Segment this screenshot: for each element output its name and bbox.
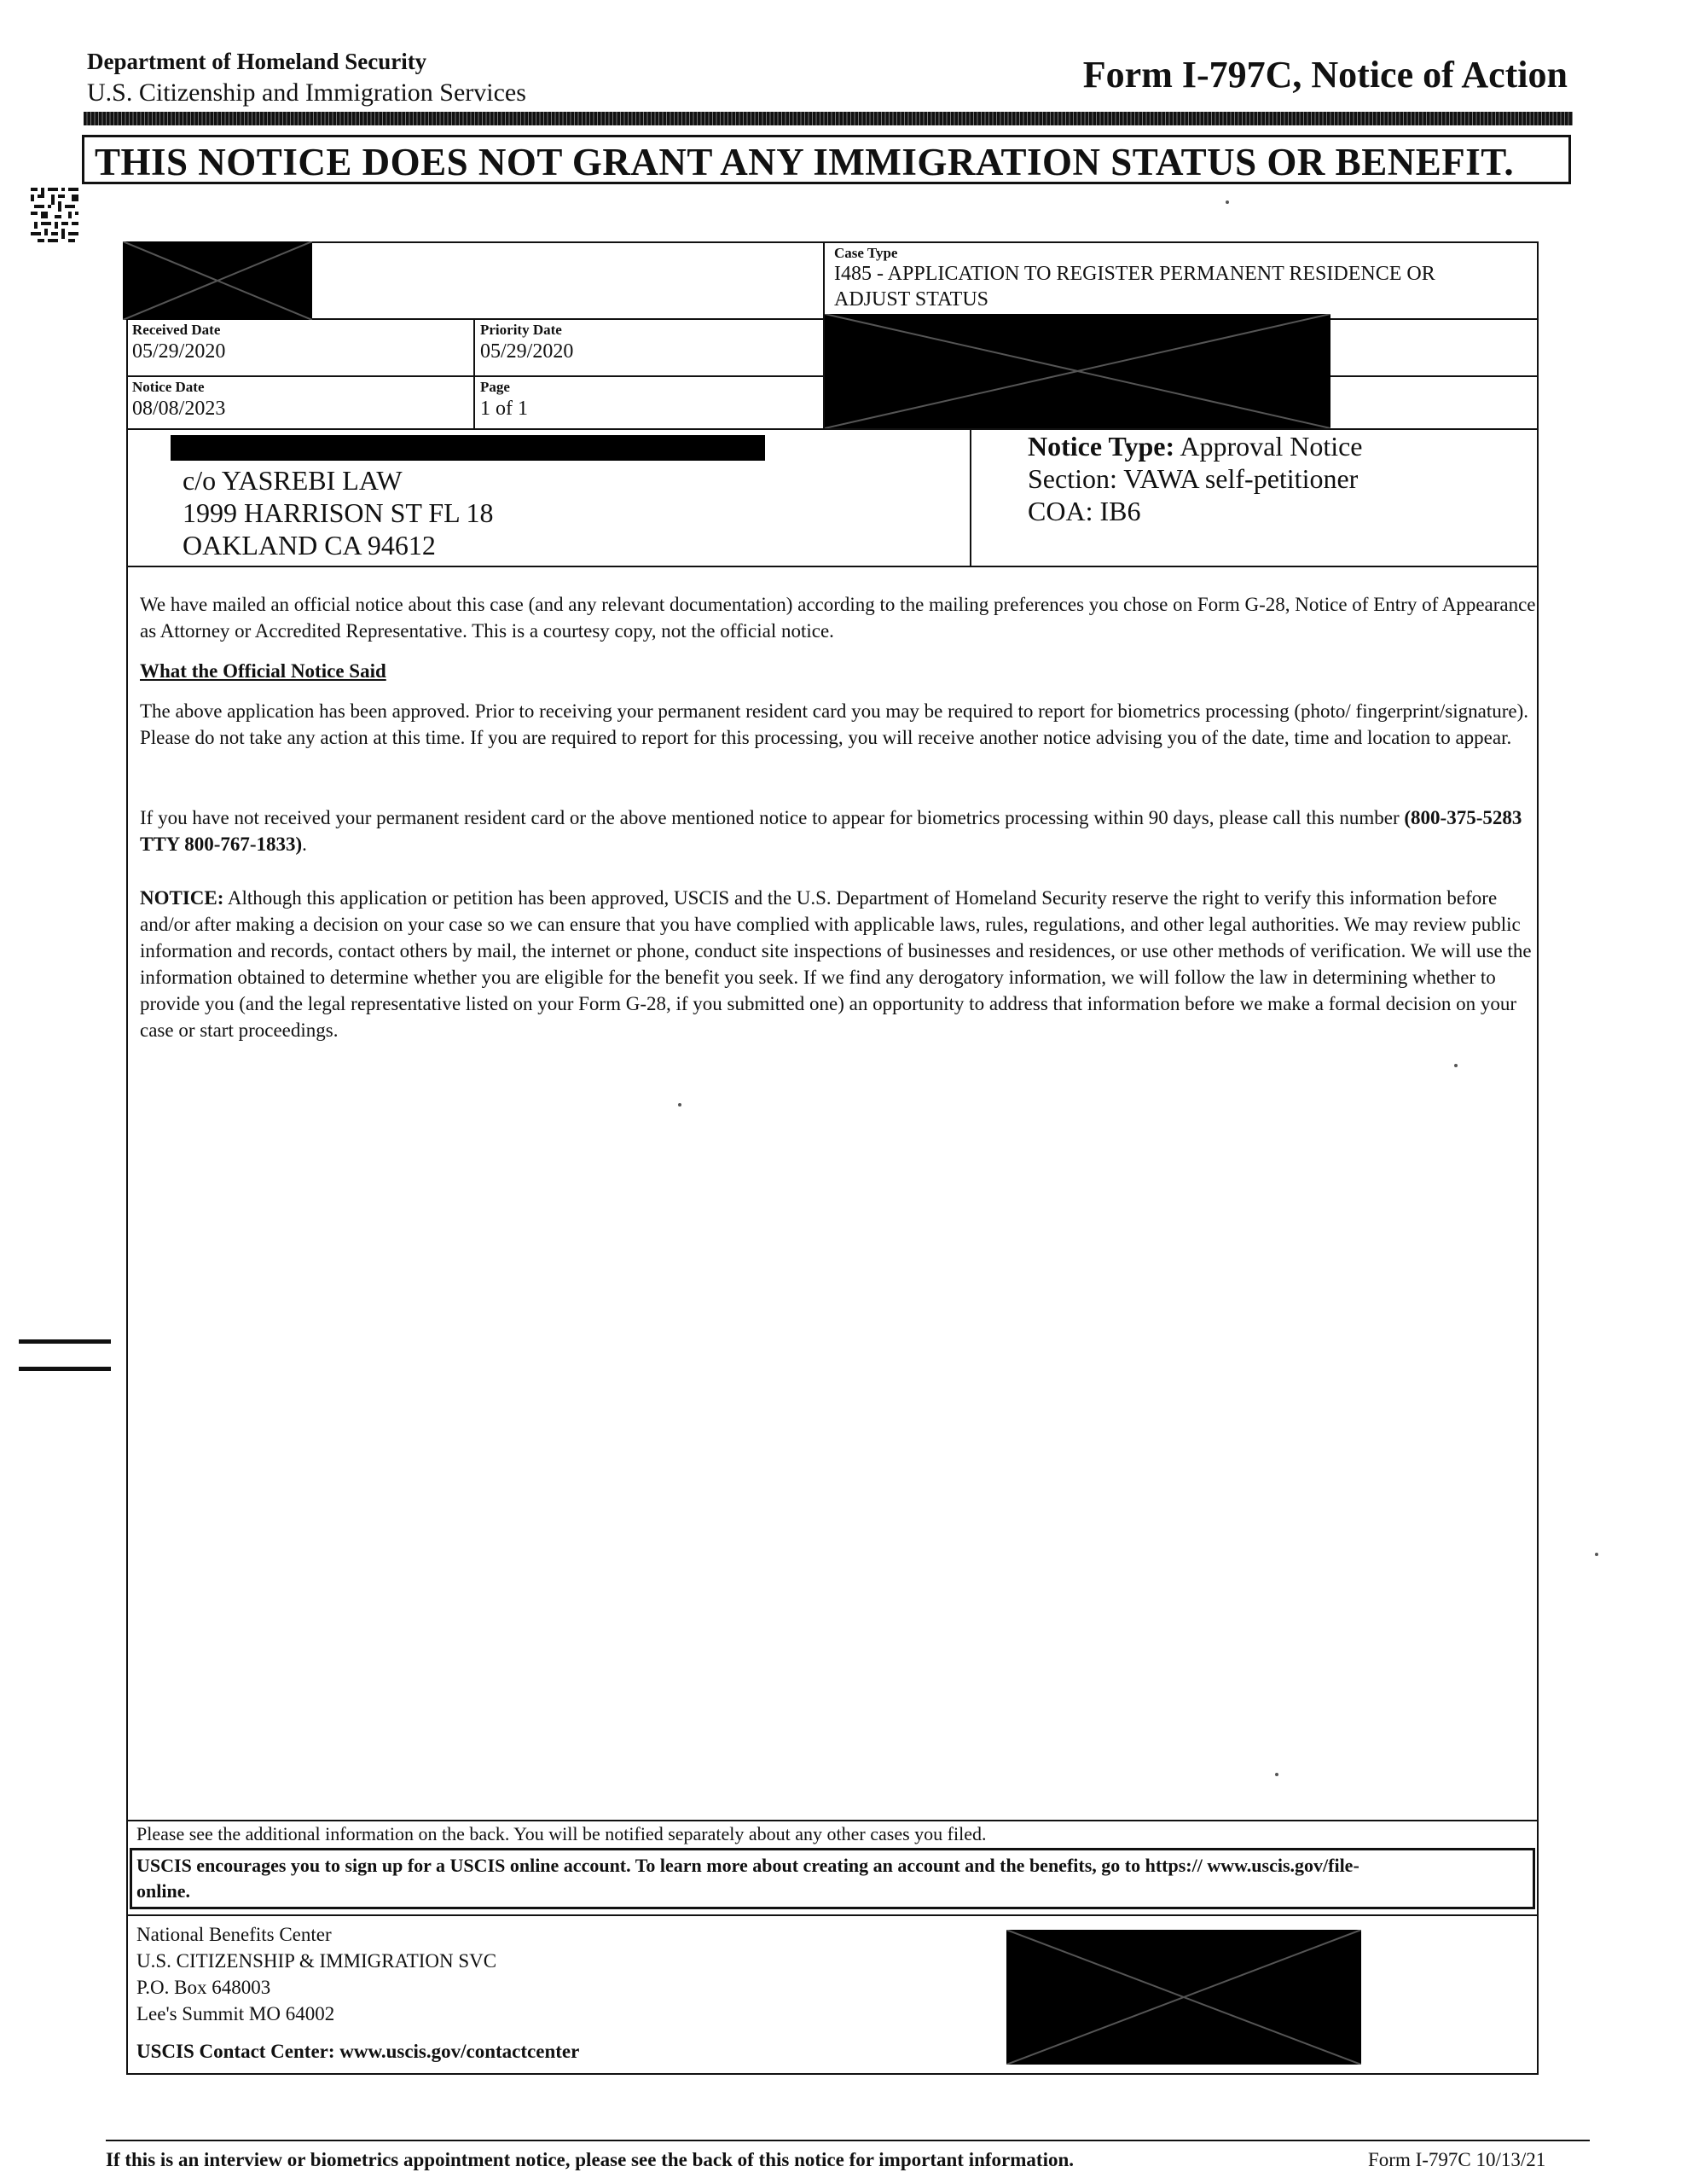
center-name: National Benefits Center [136, 1924, 332, 1945]
online-account-note: USCIS encourages you to sign up for a USCIS online account. To learn more about creating an account and the benefits, go to https:// www.uscis.gov/file-online. [136, 1855, 1359, 1902]
biometrics-paragraph [140, 804, 1539, 857]
notice-coa: COA: IB6 [1028, 496, 1141, 526]
official-notice-heading: What the Official Notice Said [140, 660, 386, 682]
scan-mark [19, 1367, 111, 1371]
contact-center-line: USCIS Contact Center: www.uscis.gov/contactcenter [136, 2041, 580, 2062]
agency-name: U.S. Citizenship and Immigration Services [87, 78, 526, 107]
redacted-applicant-info [825, 314, 1330, 428]
received-date: 05/29/2020 [132, 340, 226, 363]
notice-section: Section: VAWA self-petitioner [1028, 463, 1359, 494]
grid-line [473, 318, 475, 428]
redacted-barcode [1006, 1930, 1361, 2065]
verification-notice-paragraph [140, 885, 1539, 1043]
header-band [84, 112, 1573, 125]
appointment-note: If this is an interview or biometrics appointment notice, please see the back of this notice for important information. [106, 2149, 1074, 2170]
scan-mark [19, 1339, 111, 1344]
address-line2: 1999 HARRISON ST FL 18 [183, 497, 494, 528]
intro-paragraph: We have mailed an official notice about this case (and any relevant documentation) according to the mailing preferences you chose on Form G-28, Notice of Entry of Appearance as Attorney or Accredited Representative. This is a courtesy copy, not the official notice. [140, 594, 1536, 642]
notice-text: Although this application or petition has been approved, USCIS and the U.S. Department of Homeland Security reserve the right to verify this information before and/or after making a decision on your case so we can ensure that you have complied with applicable laws, rules, regulations, and other legal authorities. We may review public information and records, contact others by mail, the internet or phone, conduct site inspections of businesses and residences, or use other methods of verification. We will use the information obtained to determine whether you are eligible for the benefit you seek. If we find any derogatory information, we will follow the law in determining whether to provide you (and the legal representative listed on your Form G-28, if you submitted one) an opportunity to address that information before we make a formal decision on your case or start proceedings. [140, 887, 1532, 1041]
scan-dot [1226, 200, 1229, 204]
address-line3: OAKLAND CA 94612 [183, 530, 436, 561]
bottom-rule [106, 2140, 1590, 2141]
case-type-line1: I485 - APPLICATION TO REGISTER PERMANENT RESIDENCE OR [834, 263, 1435, 285]
grid-line [126, 566, 1539, 567]
approval-paragraph: The above application has been approved. Prior to receiving your permanent resident card you may be required to report for biometrics processing (photo/ fingerprint/signature). Please do not take any action at this time. If you are required to report for this processing, you will receive another notice advising you of the date, time and location to appear. [140, 700, 1528, 748]
scan-dot [1275, 1773, 1278, 1776]
biometrics-text-end: . [302, 834, 307, 855]
notice-type [1028, 430, 1363, 462]
address-line1: c/o YASREBI LAW [183, 465, 403, 496]
case-type-line2: ADJUST STATUS [834, 288, 989, 311]
form-version: Form I-797C 10/13/21 [1368, 2149, 1546, 2170]
contact-phone: (800-375-5283 TTY 800-767-1833) [140, 807, 1522, 855]
notice-type-label: Notice Type: [1028, 431, 1175, 462]
center-city: Lee's Summit MO 64002 [136, 2003, 335, 2024]
scan-dot [678, 1103, 681, 1107]
notice-type-value: Approval Notice [1180, 431, 1363, 462]
received-date-label: Received Date [132, 322, 221, 338]
notice-label: NOTICE: [140, 887, 224, 909]
biometrics-text: If you have not received your permanent resident card or the above mentioned notice to appear for biometrics processing within 90 days, please call this number [140, 807, 1405, 828]
center-po-box: P.O. Box 648003 [136, 1977, 271, 1998]
redacted-recipient-name [171, 435, 765, 461]
priority-date-label: Priority Date [480, 322, 562, 338]
grid-line [126, 1914, 1539, 1916]
qr-code-icon [31, 188, 78, 242]
scan-dot [1595, 1553, 1598, 1556]
additional-info-note: Please see the additional information on the back. You will be notified separately about any other cases you filed. [136, 1823, 987, 1844]
notice-date: 08/08/2023 [132, 398, 226, 420]
notice-date-label: Notice Date [132, 379, 205, 395]
grid-line [970, 428, 971, 566]
redacted-receipt-number [123, 241, 312, 320]
service-center-address [136, 1921, 496, 2027]
form-title: Form I-797C, Notice of Action [1082, 54, 1568, 96]
page-number: 1 of 1 [480, 398, 528, 420]
priority-date: 05/29/2020 [480, 340, 574, 363]
center-agency: U.S. CITIZENSHIP & IMMIGRATION SVC [136, 1950, 497, 1972]
page-label: Page [480, 379, 510, 395]
case-type-label: Case Type [834, 245, 898, 261]
status-banner: THIS NOTICE DOES NOT GRANT ANY IMMIGRATION STATUS OR BENEFIT. [82, 135, 1571, 184]
grid-line [126, 1820, 1539, 1821]
scan-dot [1454, 1064, 1458, 1067]
department-name: Department of Homeland Security [87, 49, 427, 74]
